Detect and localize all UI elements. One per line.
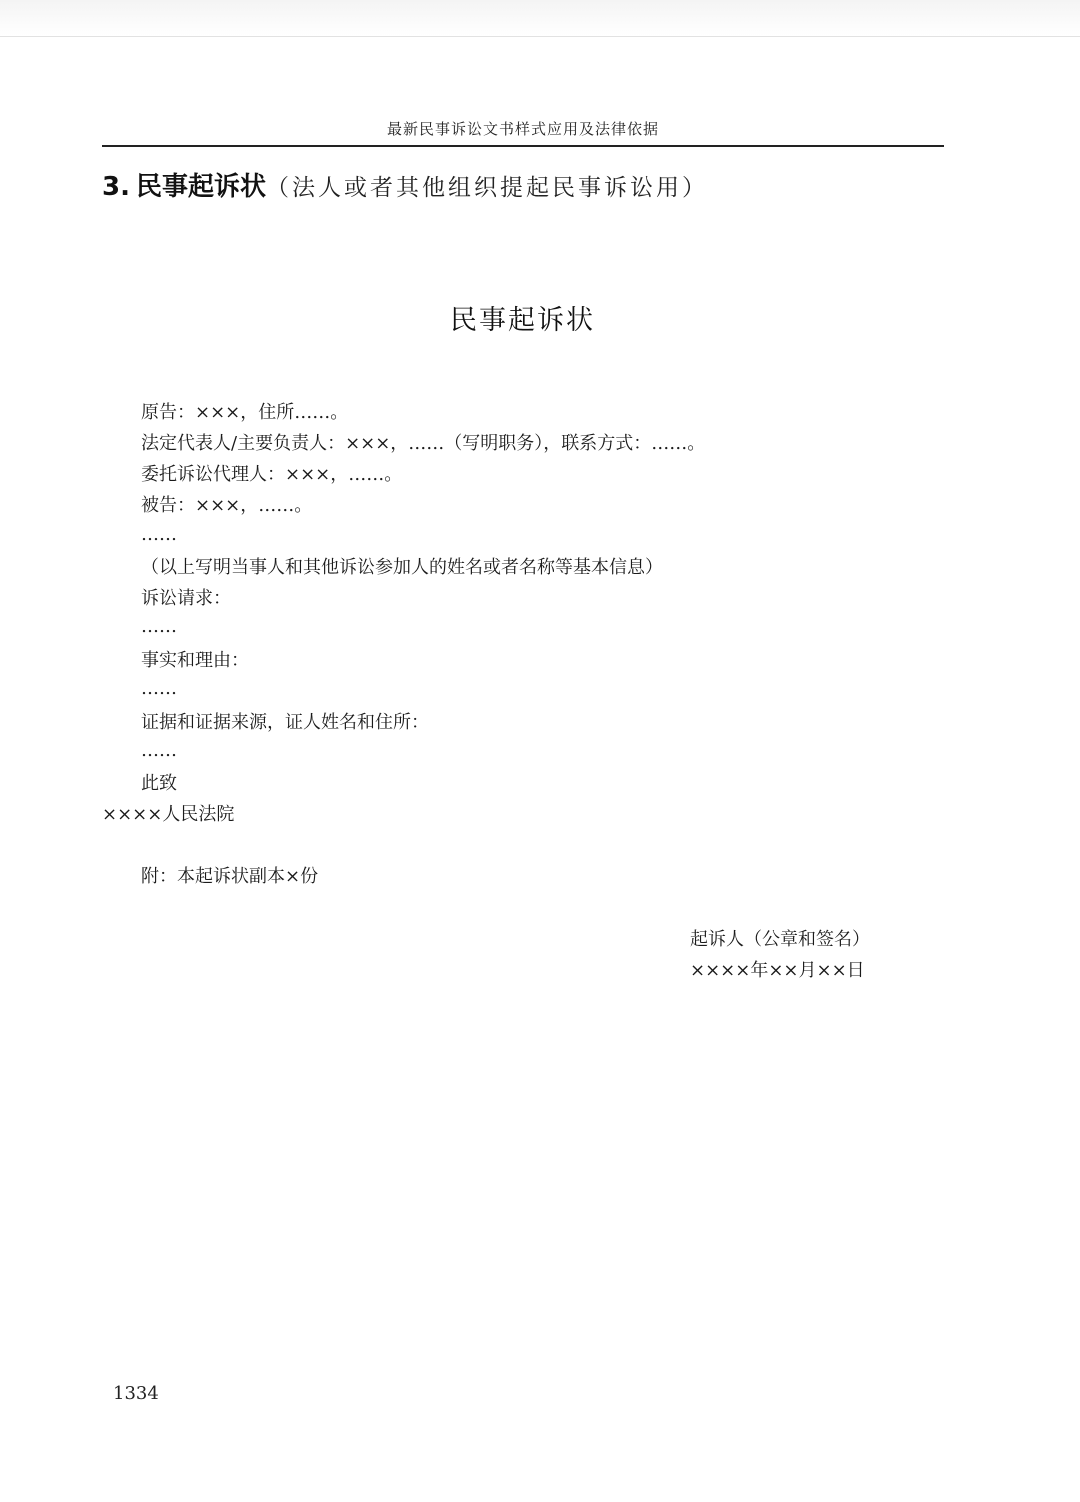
defendant-line: 被告：×××，……。: [141, 495, 313, 516]
plaintiff-line: 原告：×××，住所……。: [141, 402, 349, 423]
section-title: 民事起诉状: [135, 172, 266, 202]
salutation-line: 此致: [141, 773, 177, 794]
section-number: 3.: [102, 172, 130, 202]
header-rule: [102, 145, 944, 147]
scan-top-margin: [0, 0, 1080, 36]
ellipsis-line: ……: [141, 524, 177, 545]
evidence-label: 证据和证据来源，证人姓名和住所：: [141, 712, 429, 733]
court-line: ××××人民法院: [102, 804, 235, 825]
ellipsis-line: ……: [141, 740, 177, 761]
section-note: （法人或者其他组织提起民事诉讼用）: [265, 175, 708, 201]
ellipsis-line: ……: [141, 678, 177, 699]
agent-line: 委托诉讼代理人：×××，……。: [141, 464, 403, 485]
section-heading: [102, 166, 708, 203]
document-title: 民事起诉状: [450, 305, 595, 336]
date-line: ××××年××月××日: [690, 960, 865, 981]
party-note-line: （以上写明当事人和其他诉讼参加人的姓名或者名称等基本信息）: [141, 557, 663, 578]
scan-edge-line: [0, 36, 1080, 37]
signer-line: 起诉人（公章和签名）: [690, 929, 870, 950]
claims-label: 诉讼请求：: [141, 588, 231, 609]
facts-label: 事实和理由：: [141, 650, 249, 671]
running-header: 最新民事诉讼文书样式应用及法律依据: [386, 120, 659, 138]
page-number: 1334: [113, 1383, 159, 1404]
legal-rep-line: 法定代表人/主要负责人：×××，……（写明职务），联系方式：……。: [141, 433, 706, 454]
ellipsis-line: ……: [141, 616, 177, 637]
attachment-line: 附：本起诉状副本×份: [141, 866, 319, 887]
